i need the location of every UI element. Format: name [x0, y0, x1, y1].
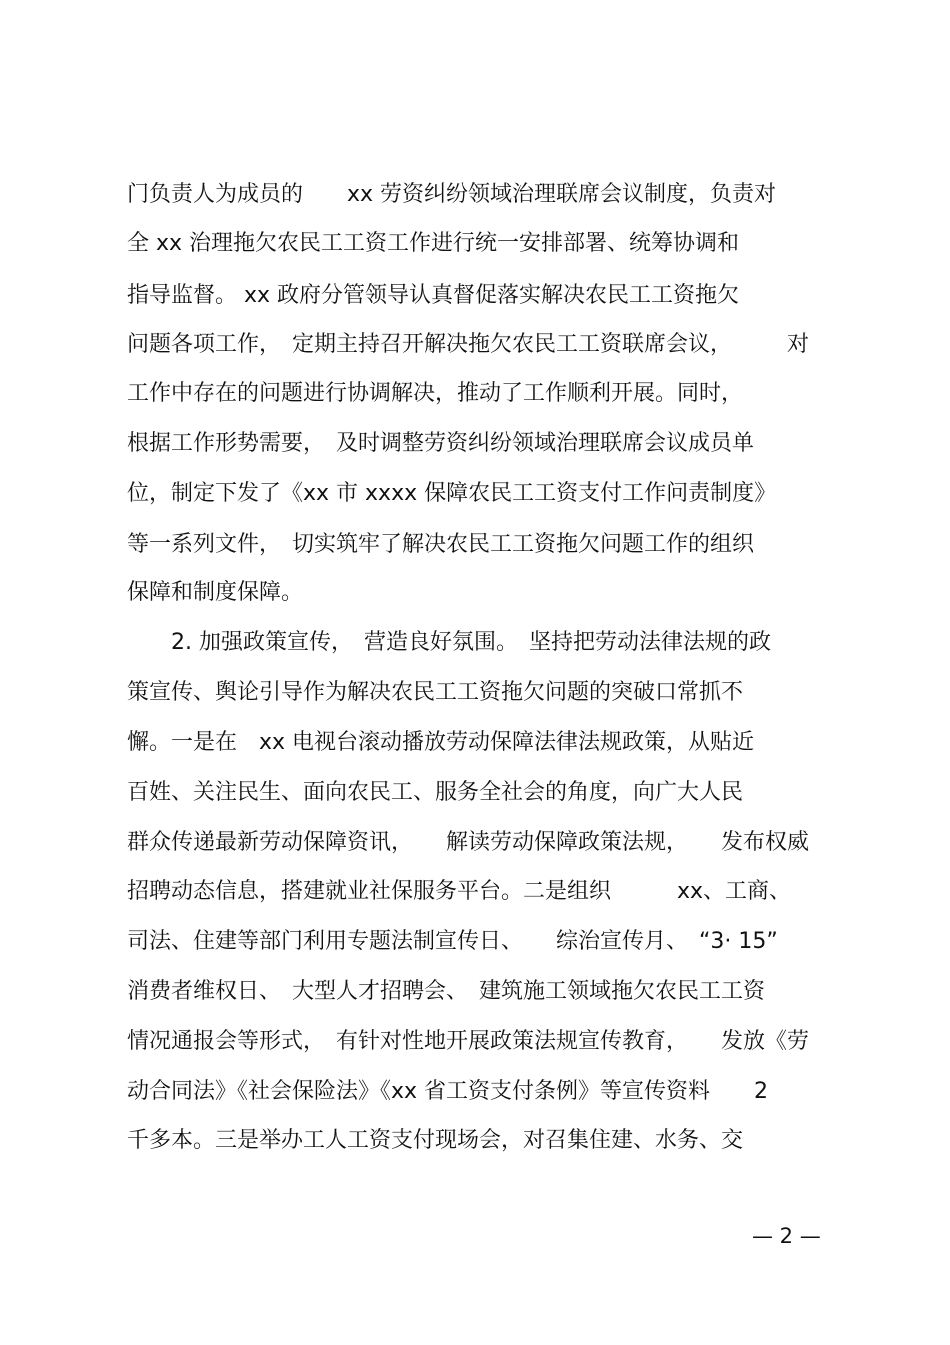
body-text-line: 司法、住建等部门利用专题法制宣传日、 综治宣传月、 “3· 15” — [127, 929, 778, 954]
body-text-line: 招聘动态信息，搭建就业社保服务平台。二是组织 xx、工商、 — [127, 879, 792, 904]
body-text-line: 问题各项工作， 定期主持召开解决拖欠农民工工资联席会议， 对 — [127, 332, 810, 357]
body-text-line: 门负责人为成员的 xx 劳资纠纷领域治理联席会议制度，负责对 — [127, 182, 777, 207]
body-text-line: 等一系列文件， 切实筑牢了解决农民工工资拖欠问题工作的组织 — [127, 532, 755, 557]
body-text-line: 消费者维权日、 大型人才招聘会、 建筑施工领域拖欠农民工工资 — [127, 979, 766, 1004]
body-text-line: 策宣传、舆论引导作为解决农民工工资拖欠问题的突破口常抓不 — [127, 680, 744, 705]
page-number: — 2 — — [752, 1224, 821, 1248]
body-text-line: 全 xx 治理拖欠农民工工资工作进行统一安排部署、统筹协调和 — [127, 231, 740, 256]
body-text-line: 位，制定下发了《xx 市 xxxx 保障农民工工资支付工作问责制度》 — [127, 481, 777, 506]
body-text-line: 动合同法》《社会保险法》《xx 省工资支付条例》等宣传资料 2 — [127, 1079, 769, 1104]
body-text-line: 懈。一是在 xx 电视台滚动播放劳动保障法律法规政策，从贴近 — [127, 730, 755, 755]
paragraph-heading-line: 2. 加强政策宣传， 营造良好氛围。 坚持把劳动法律法规的政 — [127, 630, 771, 655]
body-text-line: 情况通报会等形式， 有针对性地开展政策法规宣传教育， 发放《劳 — [127, 1029, 810, 1054]
body-text-line: 指导监督。 xx 政府分管领导认真督促落实解决农民工工资拖欠 — [127, 283, 740, 308]
body-text-line: 工作中存在的问题进行协调解决，推动了工作顺利开展。同时， — [127, 381, 744, 406]
body-text-line: 保障和制度保障。 — [127, 580, 304, 605]
body-text-line: 千多本。三是举办工人工资支付现场会，对召集住建、水务、交 — [127, 1128, 744, 1153]
body-text-line: 百姓、关注民生、面向农民工、服务全社会的角度，向广大人民 — [127, 780, 744, 805]
body-text-line: 根据工作形势需要， 及时调整劳资纠纷领域治理联席会议成员单 — [127, 431, 755, 456]
body-text-line: 群众传递最新劳动保障资讯， 解读劳动保障政策法规， 发布权威 — [127, 830, 810, 855]
